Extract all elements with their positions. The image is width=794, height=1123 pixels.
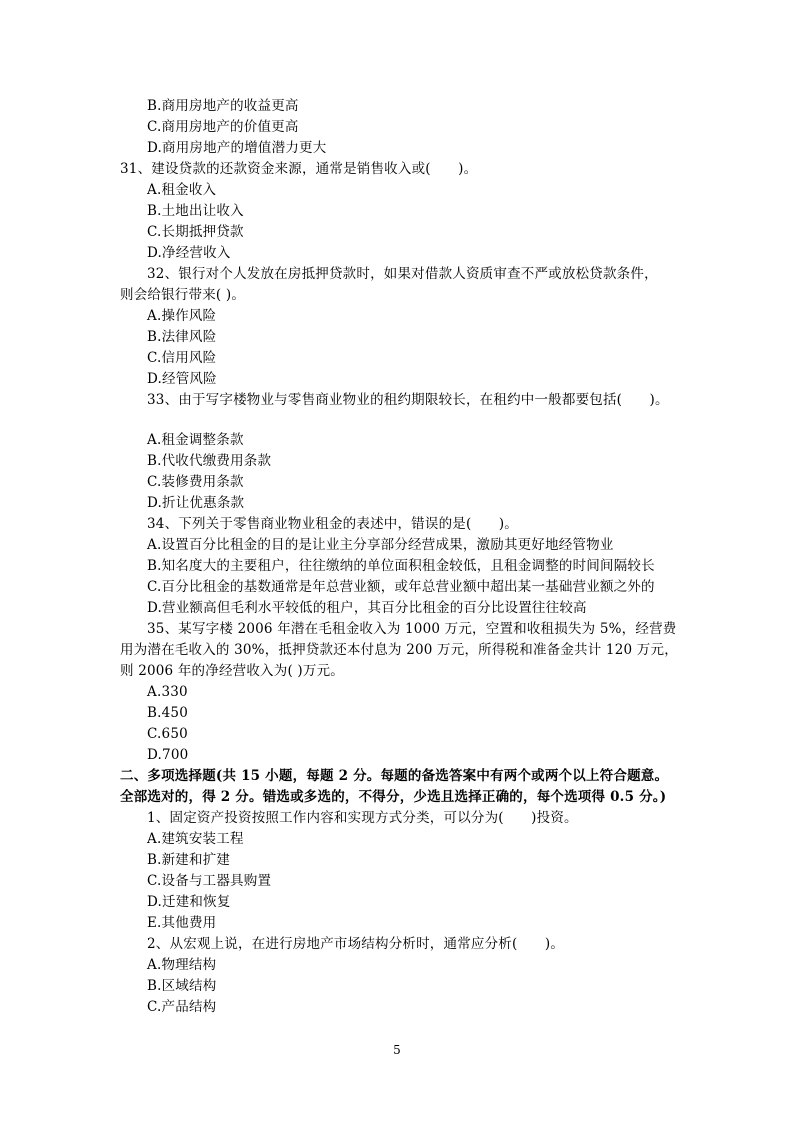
option-32-c: C.信用风险 <box>147 350 217 366</box>
mq-option-2-a: A.物理结构 <box>147 957 217 973</box>
option-35-c: C.650 <box>147 726 188 742</box>
option-31-b: B.土地出让收入 <box>147 203 244 219</box>
option-33-b: B.代收代缴费用条款 <box>147 453 272 469</box>
option-30-d: D.商用房地产的增值潜力更大 <box>147 140 327 156</box>
question-32-line-1: 32、银行对个人发放在房抵押贷款时，如果对借款人资质审查不严或放松贷款条件， <box>147 266 658 282</box>
mq-option-2-b: B.区域结构 <box>147 978 217 994</box>
option-33-c: C.装修费用条款 <box>147 474 244 490</box>
option-32-a: A.操作风险 <box>147 308 217 324</box>
question-35-line-3: 则 2006 年的净经营收入为( )万元。 <box>120 663 344 679</box>
question-33: 33、由于写字楼物业与零售商业物业的租约期限较长，在租约中一般都要包括( )。 <box>147 392 669 408</box>
question-34: 34、下列关于零售商业物业租金的表述中，错误的是( )。 <box>147 516 519 532</box>
option-31-a: A.租金收入 <box>147 182 217 198</box>
option-31-d: D.净经营收入 <box>147 245 231 261</box>
mq-option-2-c: C.产品结构 <box>147 999 217 1015</box>
page-number: 5 <box>393 1043 401 1057</box>
option-31-c: C.长期抵押贷款 <box>147 224 244 240</box>
option-32-b: B.法律风险 <box>147 329 217 345</box>
option-33-a: A.租金调整条款 <box>147 432 244 448</box>
section-heading-line-2: 全部选对的，得 2 分。错选或多选的，不得分，少选且选择正确的，每个选项得 0.5 分。) <box>120 789 667 805</box>
option-30-c: C.商用房地产的价值更高 <box>147 119 299 135</box>
question-31: 31、建设贷款的还款资金来源，通常是销售收入或( )。 <box>120 161 478 177</box>
question-35-line-2: 用为潜在毛收入的 30%，抵押贷款还本付息为 200 万元，所得税和准备金共计 120 万元， <box>120 642 678 658</box>
option-34-c: C.百分比租金的基数通常是年总营业额，或年总营业额中超出某一基础营业额之外的 <box>147 579 655 595</box>
mq-option-1-e: E.其他费用 <box>147 915 217 931</box>
mq-option-1-d: D.迁建和恢复 <box>147 894 231 910</box>
question-35-line-1: 35、某写字楼 2006 年潜在毛租金收入为 1000 万元，空置和收租损失为 5%，经营费 <box>147 621 677 637</box>
option-34-b: B.知名度大的主要租户，往往缴纳的单位面积租金较低，且租金调整的时间间隔较长 <box>147 558 655 574</box>
section-heading-line-1: 二、多项选择题(共 15 小题，每题 2 分。每题的备选答案中有两个或两个以上符合题意。 <box>120 768 669 784</box>
option-35-a: A.330 <box>147 684 188 700</box>
option-35-d: D.700 <box>147 747 189 763</box>
option-34-a: A.设置百分比租金的目的是让业主分享部分经营成果，激励其更好地经管物业 <box>147 537 614 553</box>
mq-option-1-c: C.设备与工器具购置 <box>147 873 272 889</box>
option-33-d: D.折让优惠条款 <box>147 495 245 511</box>
option-30-b: B.商用房地产的收益更高 <box>147 98 299 114</box>
mq-question-1: 1、固定资产投资按照工作内容和实现方式分类，可以分为( )投资。 <box>147 810 578 826</box>
option-34-d: D.营业额高但毛利水平较低的租户，其百分比租金的百分比设置往往较高 <box>147 600 587 616</box>
option-32-d: D.经管风险 <box>147 371 217 387</box>
mq-question-2: 2、从宏观上说，在进行房地产市场结构分析时，通常应分析( )。 <box>147 936 565 952</box>
question-32-line-2: 则会给银行带来( )。 <box>120 287 246 303</box>
mq-option-1-b: B.新建和扩建 <box>147 852 231 868</box>
mq-option-1-a: A.建筑安装工程 <box>147 831 244 847</box>
option-35-b: B.450 <box>147 705 188 721</box>
